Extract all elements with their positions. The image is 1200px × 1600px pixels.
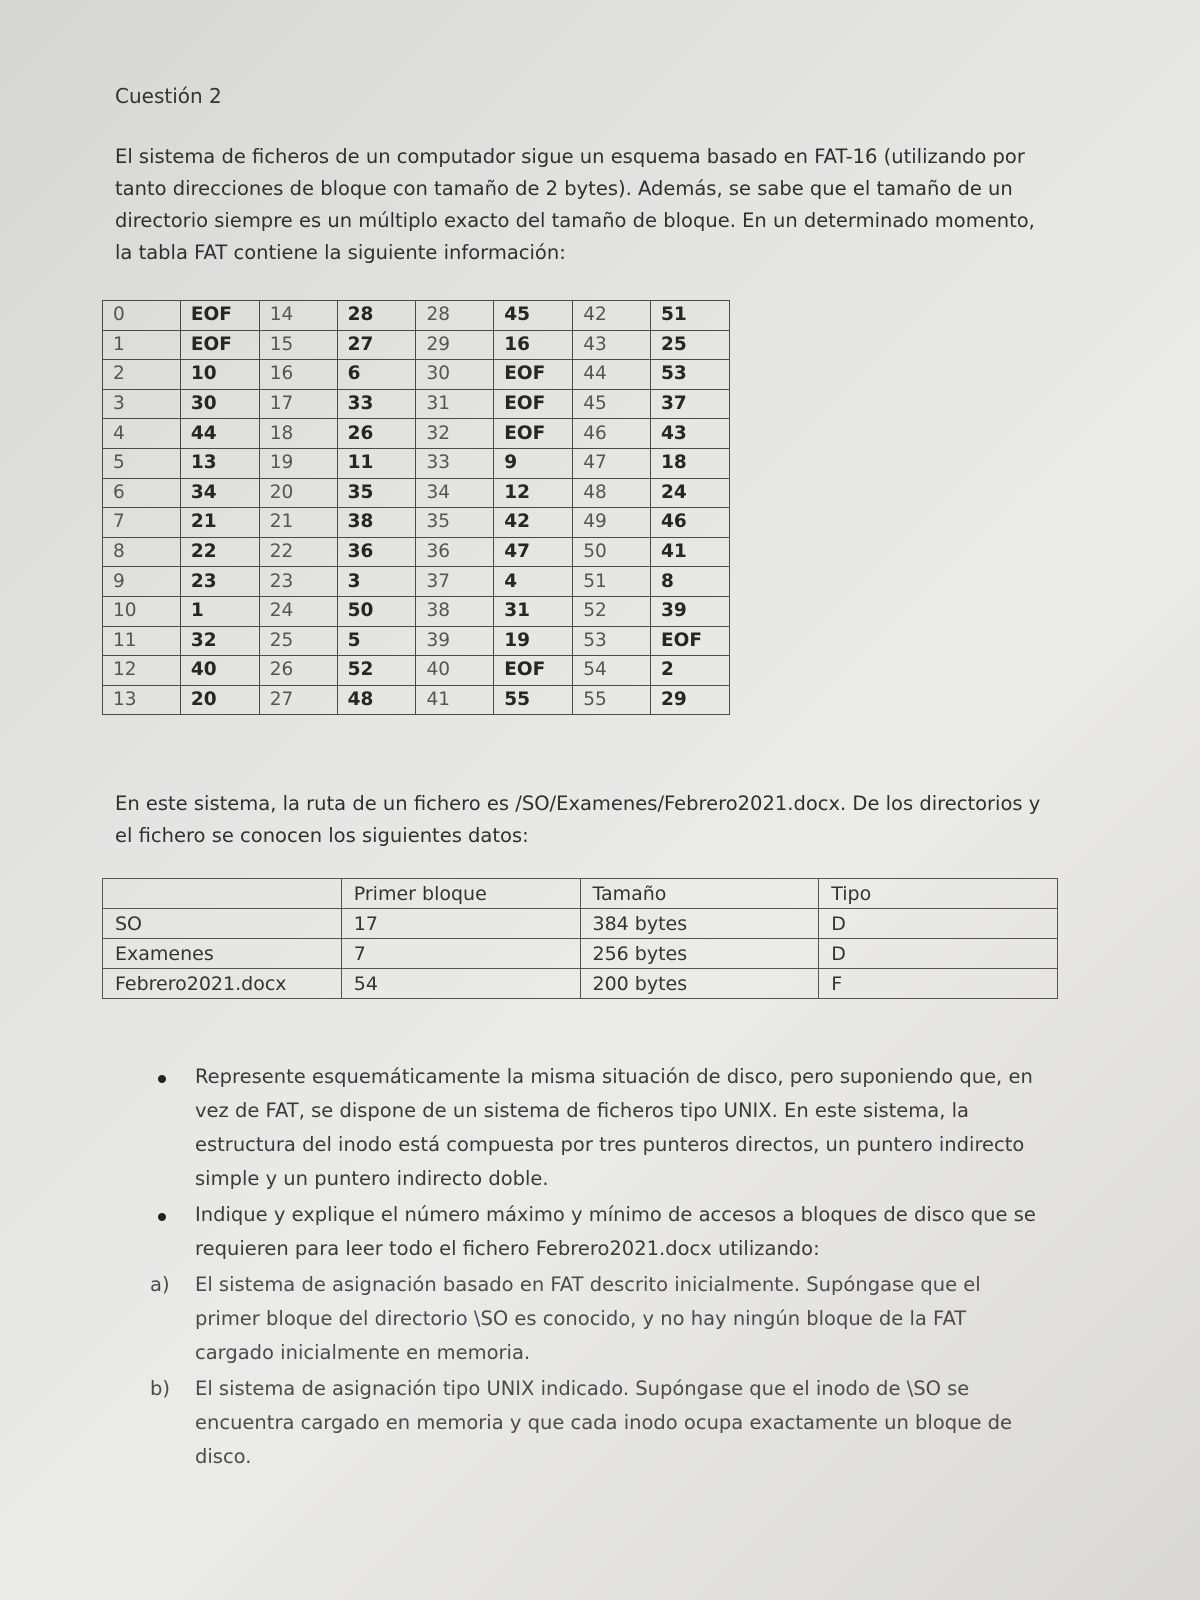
- fat-index-cell: 24: [259, 596, 337, 626]
- question-item: [150, 1198, 1050, 1266]
- fat-row: [103, 626, 730, 656]
- fat-value-cell: 34: [180, 478, 259, 508]
- fat-index-cell: 17: [259, 389, 337, 419]
- fat-table: [102, 300, 730, 715]
- fat-value-cell: 4: [494, 567, 573, 597]
- fat-row: [103, 330, 730, 360]
- info-cell: F: [819, 969, 1058, 999]
- fat-value-cell: 41: [651, 537, 730, 567]
- fat-index-cell: 6: [103, 478, 181, 508]
- bullet-dot-icon: [158, 1075, 166, 1083]
- fat-value-cell: 26: [337, 419, 416, 449]
- fat-index-cell: 39: [416, 626, 494, 656]
- info-header-cell: Tamaño: [580, 879, 819, 909]
- fat-index-cell: 14: [259, 301, 337, 331]
- question-list: [150, 1060, 1050, 1476]
- fat-value-cell: EOF: [180, 330, 259, 360]
- fat-index-cell: 3: [103, 389, 181, 419]
- fat-value-cell: 43: [651, 419, 730, 449]
- question-marker: b): [150, 1377, 170, 1400]
- fat-index-cell: 40: [416, 656, 494, 686]
- fat-index-cell: 15: [259, 330, 337, 360]
- fat-value-cell: 11: [337, 448, 416, 478]
- question-text: Represente esquemáticamente la misma situación de disco, pero suponiendo que, en vez de FAT, se dispone de un sistema de ficheros tipo UNIX. En este sistema, la estructura del inodo está compuesta por tres punteros directos, un puntero indirecto simple y un puntero indirecto doble.: [195, 1065, 1033, 1190]
- fat-index-cell: 28: [416, 301, 494, 331]
- fat-value-cell: 33: [337, 389, 416, 419]
- fat-value-cell: 29: [651, 685, 730, 715]
- fat-index-cell: 55: [573, 685, 651, 715]
- info-header-cell: [103, 879, 342, 909]
- fat-value-cell: 35: [337, 478, 416, 508]
- fat-index-cell: 19: [259, 448, 337, 478]
- question-item: [150, 1060, 1050, 1196]
- fat-index-cell: 48: [573, 478, 651, 508]
- fat-row: [103, 389, 730, 419]
- fat-value-cell: 52: [337, 656, 416, 686]
- fat-row: [103, 537, 730, 567]
- fat-value-cell: 45: [494, 301, 573, 331]
- info-row: [103, 909, 1058, 939]
- fat-row: [103, 301, 730, 331]
- info-header-cell: Tipo: [819, 879, 1058, 909]
- path-paragraph: [115, 788, 1055, 852]
- fat-value-cell: 31: [494, 596, 573, 626]
- fat-value-cell: 39: [651, 596, 730, 626]
- file-info-table: [102, 878, 1058, 999]
- fat-index-cell: 5: [103, 448, 181, 478]
- fat-value-cell: 37: [651, 389, 730, 419]
- fat-index-cell: 29: [416, 330, 494, 360]
- fat-value-cell: 25: [651, 330, 730, 360]
- fat-row: [103, 596, 730, 626]
- fat-index-cell: 50: [573, 537, 651, 567]
- fat-value-cell: 55: [494, 685, 573, 715]
- fat-value-cell: 8: [651, 567, 730, 597]
- fat-value-cell: EOF: [494, 419, 573, 449]
- fat-index-cell: 51: [573, 567, 651, 597]
- info-cell: 7: [341, 939, 580, 969]
- fat-row: [103, 685, 730, 715]
- info-cell: D: [819, 939, 1058, 969]
- fat-value-cell: 51: [651, 301, 730, 331]
- question-item: [150, 1372, 1050, 1474]
- question-heading: Cuestión 2: [115, 84, 222, 108]
- fat-value-cell: 6: [337, 360, 416, 390]
- fat-value-cell: 50: [337, 596, 416, 626]
- fat-value-cell: 28: [337, 301, 416, 331]
- fat-value-cell: 22: [180, 537, 259, 567]
- fat-index-cell: 35: [416, 508, 494, 538]
- fat-value-cell: 1: [180, 596, 259, 626]
- info-row: [103, 969, 1058, 999]
- fat-index-cell: 16: [259, 360, 337, 390]
- fat-row: [103, 567, 730, 597]
- path-text: En este sistema, la ruta de un fichero es /SO/Examenes/Febrero2021.docx. De los directorios y el fichero se conocen los siguientes datos:: [115, 792, 1041, 847]
- question-marker: a): [150, 1273, 170, 1296]
- fat-row: [103, 448, 730, 478]
- info-header-cell: Primer bloque: [341, 879, 580, 909]
- info-cell: Febrero2021.docx: [103, 969, 342, 999]
- fat-index-cell: 38: [416, 596, 494, 626]
- fat-row: [103, 656, 730, 686]
- fat-index-cell: 34: [416, 478, 494, 508]
- fat-value-cell: 53: [651, 360, 730, 390]
- fat-index-cell: 49: [573, 508, 651, 538]
- fat-value-cell: 21: [180, 508, 259, 538]
- fat-value-cell: EOF: [494, 656, 573, 686]
- fat-row: [103, 360, 730, 390]
- intro-text: El sistema de ficheros de un computador sigue un esquema basado en FAT-16 (utilizando por tanto direcciones de bloque con tamaño de 2 bytes). Además, se sabe que el tamaño de un directorio siempre es un múltiplo exacto del tamaño de bloque. En un determinado momento, la tabla FAT contiene la siguiente información:: [115, 145, 1035, 264]
- fat-value-cell: 30: [180, 389, 259, 419]
- fat-value-cell: 44: [180, 419, 259, 449]
- fat-value-cell: 38: [337, 508, 416, 538]
- info-row: [103, 939, 1058, 969]
- fat-value-cell: 40: [180, 656, 259, 686]
- fat-value-cell: 9: [494, 448, 573, 478]
- fat-index-cell: 42: [573, 301, 651, 331]
- fat-value-cell: 32: [180, 626, 259, 656]
- fat-index-cell: 8: [103, 537, 181, 567]
- fat-value-cell: 27: [337, 330, 416, 360]
- fat-value-cell: 47: [494, 537, 573, 567]
- fat-row: [103, 508, 730, 538]
- fat-value-cell: 24: [651, 478, 730, 508]
- fat-index-cell: 13: [103, 685, 181, 715]
- fat-index-cell: 46: [573, 419, 651, 449]
- fat-value-cell: 36: [337, 537, 416, 567]
- fat-index-cell: 27: [259, 685, 337, 715]
- info-header-row: [103, 879, 1058, 909]
- fat-index-cell: 1: [103, 330, 181, 360]
- fat-index-cell: 23: [259, 567, 337, 597]
- fat-value-cell: 42: [494, 508, 573, 538]
- fat-index-cell: 2: [103, 360, 181, 390]
- fat-index-cell: 36: [416, 537, 494, 567]
- fat-value-cell: 20: [180, 685, 259, 715]
- info-cell: 17: [341, 909, 580, 939]
- bullet-icon: [150, 1198, 186, 1232]
- fat-index-cell: 30: [416, 360, 494, 390]
- bullet-dot-icon: [158, 1213, 166, 1221]
- fat-value-cell: EOF: [494, 360, 573, 390]
- info-cell: 54: [341, 969, 580, 999]
- question-item: [150, 1268, 1050, 1370]
- fat-index-cell: 11: [103, 626, 181, 656]
- question-text: El sistema de asignación basado en FAT descrito inicialmente. Supóngase que el primer bloque del directorio \SO es conocido, y no hay ningún bloque de la FAT cargado inicialmente en memoria.: [195, 1273, 981, 1364]
- fat-index-cell: 9: [103, 567, 181, 597]
- fat-value-cell: 48: [337, 685, 416, 715]
- fat-index-cell: 47: [573, 448, 651, 478]
- fat-row: [103, 419, 730, 449]
- fat-index-cell: 41: [416, 685, 494, 715]
- fat-index-cell: 20: [259, 478, 337, 508]
- fat-index-cell: 26: [259, 656, 337, 686]
- info-cell: 384 bytes: [580, 909, 819, 939]
- question-text: Indique y explique el número máximo y mínimo de accesos a bloques de disco que se requieren para leer todo el fichero Febrero2021.docx utilizando:: [195, 1203, 1036, 1260]
- bullet-icon: [150, 1060, 186, 1094]
- fat-value-cell: 3: [337, 567, 416, 597]
- fat-value-cell: 5: [337, 626, 416, 656]
- fat-index-cell: 37: [416, 567, 494, 597]
- fat-value-cell: 46: [651, 508, 730, 538]
- fat-index-cell: 44: [573, 360, 651, 390]
- fat-index-cell: 32: [416, 419, 494, 449]
- fat-value-cell: 12: [494, 478, 573, 508]
- fat-index-cell: 33: [416, 448, 494, 478]
- fat-index-cell: 43: [573, 330, 651, 360]
- fat-value-cell: 23: [180, 567, 259, 597]
- info-cell: Examenes: [103, 939, 342, 969]
- fat-index-cell: 53: [573, 626, 651, 656]
- fat-index-cell: 10: [103, 596, 181, 626]
- fat-value-cell: 19: [494, 626, 573, 656]
- fat-value-cell: EOF: [494, 389, 573, 419]
- fat-index-cell: 22: [259, 537, 337, 567]
- info-cell: SO: [103, 909, 342, 939]
- fat-value-cell: 16: [494, 330, 573, 360]
- fat-value-cell: EOF: [180, 301, 259, 331]
- fat-index-cell: 0: [103, 301, 181, 331]
- intro-paragraph: [115, 141, 1045, 269]
- fat-index-cell: 45: [573, 389, 651, 419]
- fat-value-cell: 10: [180, 360, 259, 390]
- fat-index-cell: 31: [416, 389, 494, 419]
- fat-index-cell: 25: [259, 626, 337, 656]
- info-cell: D: [819, 909, 1058, 939]
- fat-index-cell: 52: [573, 596, 651, 626]
- fat-index-cell: 4: [103, 419, 181, 449]
- fat-value-cell: 2: [651, 656, 730, 686]
- info-cell: 256 bytes: [580, 939, 819, 969]
- fat-index-cell: 7: [103, 508, 181, 538]
- info-cell: 200 bytes: [580, 969, 819, 999]
- fat-index-cell: 18: [259, 419, 337, 449]
- fat-value-cell: EOF: [651, 626, 730, 656]
- fat-index-cell: 12: [103, 656, 181, 686]
- fat-value-cell: 13: [180, 448, 259, 478]
- fat-index-cell: 54: [573, 656, 651, 686]
- fat-value-cell: 18: [651, 448, 730, 478]
- question-text: El sistema de asignación tipo UNIX indicado. Supóngase que el inodo de \SO se encuentra cargado en memoria y que cada inodo ocupa exactamente un bloque de disco.: [195, 1377, 1013, 1468]
- fat-row: [103, 478, 730, 508]
- fat-index-cell: 21: [259, 508, 337, 538]
